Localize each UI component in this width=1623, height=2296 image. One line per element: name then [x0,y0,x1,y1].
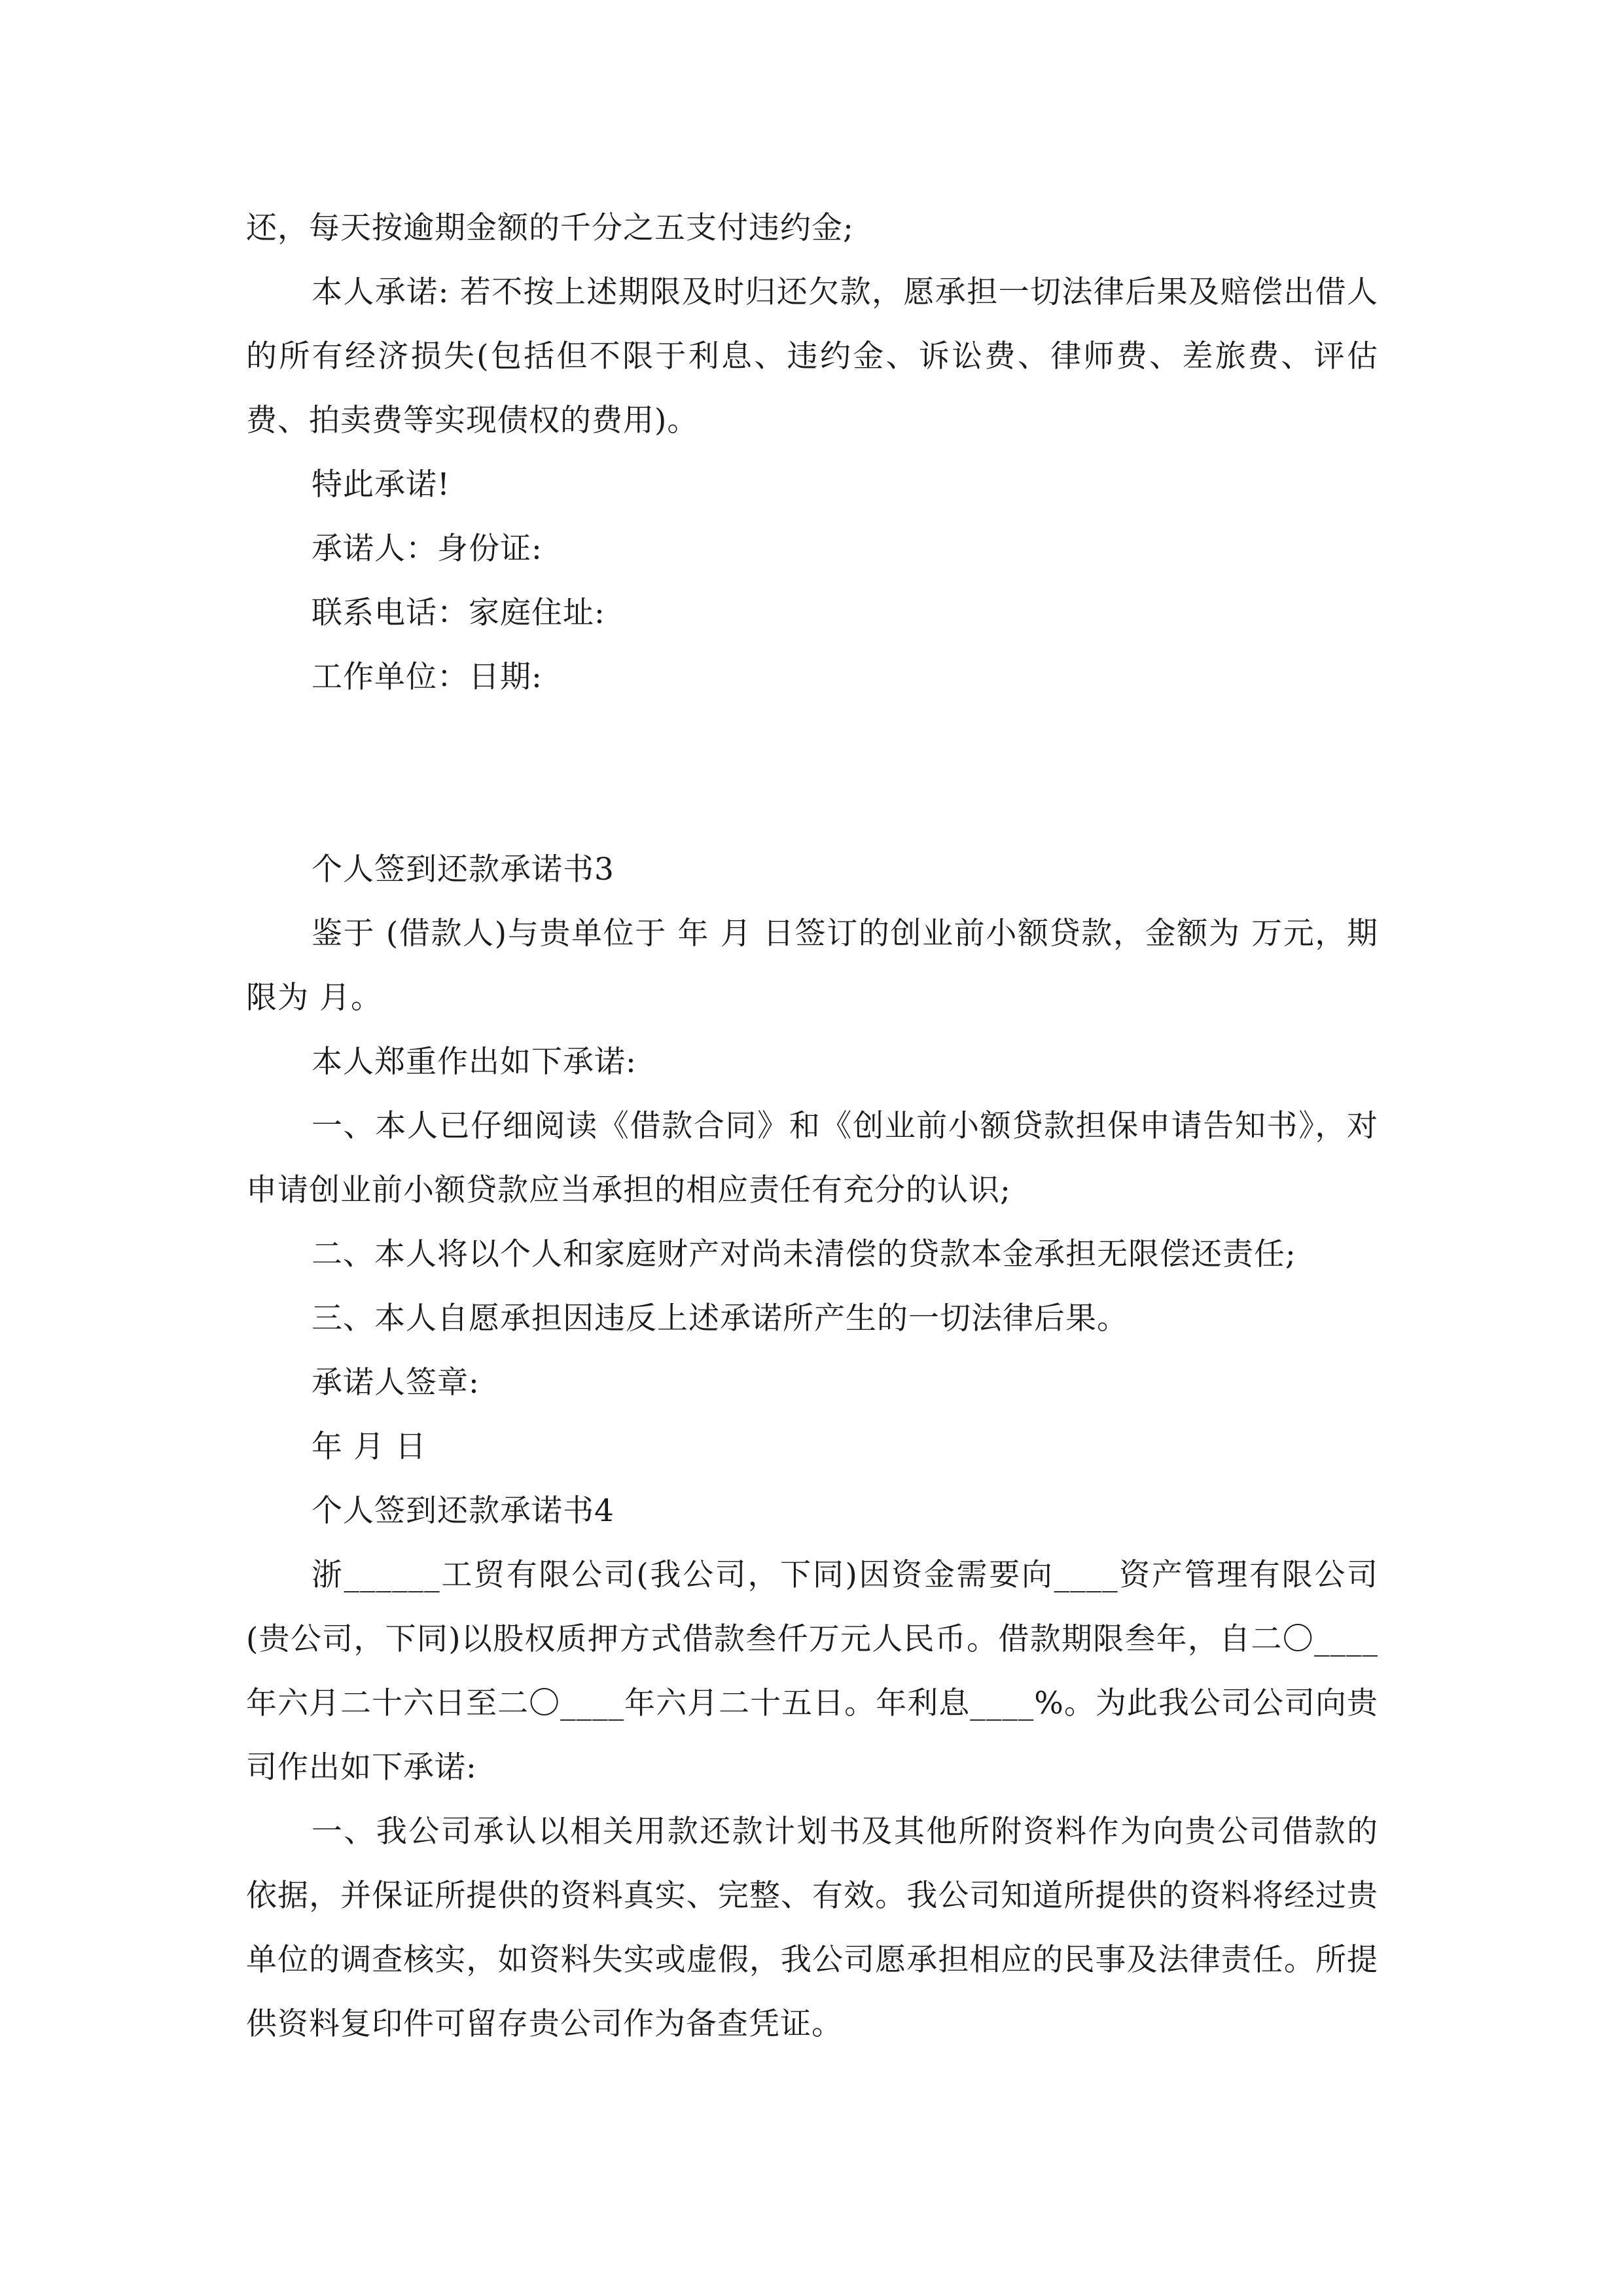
section3-item2: 二、本人将以个人和家庭财产对尚未清偿的贷款本金承担无限偿还责任; [312,1236,1296,1272]
field-phone-address: 联系电话：家庭住址: [312,595,605,631]
document-body [246,196,1378,2056]
field-work-date: 工作单位：日期: [312,659,543,695]
closing-line: 特此承诺! [312,467,450,503]
overdue-clause: 还，每天按逾期金额的千分之五支付违约金; [246,210,854,246]
field-promisor-id: 承诺人：身份证: [312,531,543,567]
section3-item1: 一、本人已仔细阅读《借款合同》和《创业前小额贷款担保申请告知书》，对申请创业前小额贷款应当承担的相应责任有充分的认识; [246,1108,1378,1208]
section-spacer [246,709,1378,838]
promise-paragraph: 本人承诺: 若不按上述期限及时归还欠款，愿承担一切法律后果及赔偿出借人的所有经济损失(包括但不限于利息、违约金、诉讼费、律师费、差旅费、评估费、拍卖费等实现债权的费用)。 [246,274,1378,439]
section3-signature: 承诺人签章: [312,1365,480,1401]
section3-lead: 本人郑重作出如下承诺: [312,1044,637,1080]
section3-intro: 鉴于 (借款人)与贵单位于 年 月 日签订的创业前小额贷款，金额为 万元，期限为 月。 [246,916,1378,1016]
section4-intro: 浙______工贸有限公司(我公司，下同)因资金需要向____资产管理有限公司(贵公司，下同)以股权质押方式借款叁仟万元人民币。借款期限叁年，自二〇____年六月二十六日至二〇____年六月二十五日。年利息____%。为此我公司公司向贵司作出如下承诺: [246,1557,1378,1785]
section4-title: 个人签到还款承诺书4 [312,1493,615,1529]
section3-title: 个人签到还款承诺书3 [312,852,615,888]
section4-item1: 一、我公司承认以相关用款还款计划书及其他所附资料作为向贵公司借款的依据，并保证所提供的资料真实、完整、有效。我公司知道所提供的资料将经过贵单位的调查核实，如资料失实或虚假，我公司愿承担相应的民事及法律责任。所提供资料复印件可留存贵公司作为备查凭证。 [246,1814,1378,2042]
section3-item3: 三、本人自愿承担因违反上述承诺所产生的一切法律后果。 [312,1300,1128,1336]
section3-date: 年 月 日 [312,1429,427,1465]
